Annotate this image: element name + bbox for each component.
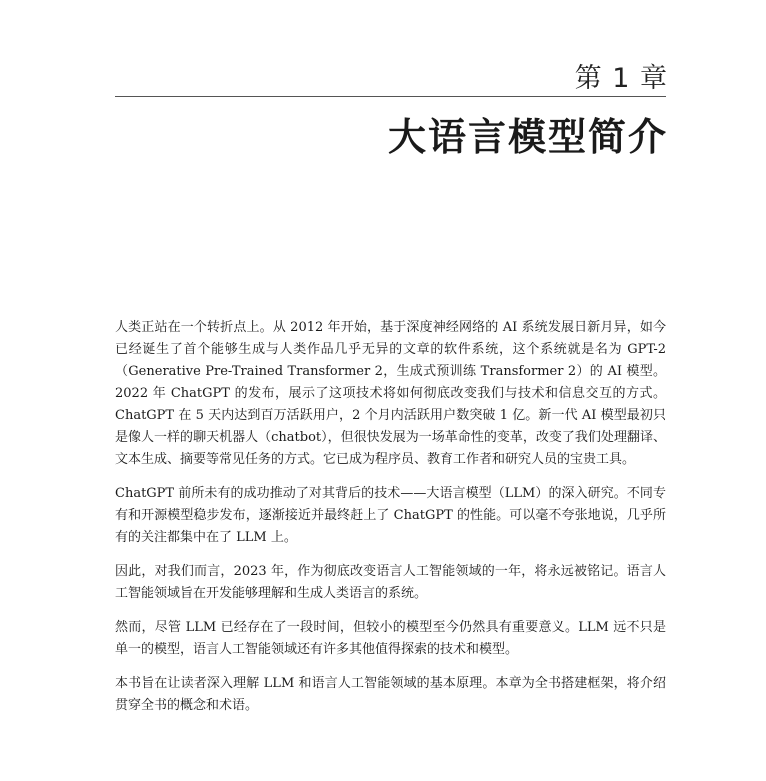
paragraph-3: 因此，对我们而言，2023 年，作为彻底改变语言人工智能领域的一年，将永远被铭记。语言人工智能领域旨在开发能够理解和生成人类语言的系统。 (115, 564, 666, 601)
paragraph-4: 然而，尽管 LLM 已经存在了一段时间，但较小的模型至今仍然具有重要意义。LLM 远不只是单一的模型，语言人工智能领域还有许多其他值得探索的技术和模型。 (115, 620, 666, 657)
chapter-body (115, 317, 666, 729)
chapter-title: 大语言模型简介 (387, 115, 668, 159)
chapter-number: 第 1 章 (574, 63, 668, 94)
chapter-divider (115, 96, 666, 97)
paragraph-2: ChatGPT 前所未有的成功推动了对其背后的技术——大语言模型（LLM）的深入研究。不同专有和开源模型稳步发布，逐渐接近并最终赶上了 ChatGPT 的性能。可以毫不夸张地说，几乎所有的关注都集中在了 LLM 上。 (115, 486, 666, 545)
paragraph-5: 本书旨在让读者深入理解 LLM 和语言人工智能领域的基本原理。本章为全书搭建框架，将介绍贯穿全书的概念和术语。 (115, 676, 666, 713)
paragraph-1: 人类正站在一个转折点上。从 2012 年开始，基于深度神经网络的 AI 系统发展日新月异，如今已经诞生了首个能够生成与人类作品几乎无异的文章的软件系统，这个系统就是名为 GPT-2（Generative Pre-Trained Transformer 2，生成式预训练 Transformer 2）的 AI 模型。2022 年 ChatGPT 的发布，展示了这项技术将如何彻底改变我们与技术和信息交互的方式。ChatGPT 在 5 天内达到百万活跃用户，2 个月内活跃用户数突破 1 亿。新一代 AI 模型最初只是像人一样的聊天机器人（chatbot），但很快发展为一场革命性的变革，改变了我们处理翻译、文本生成、摘要等常见任务的方式。它已成为程序员、教育工作者和研究人员的宝贵工具。 (115, 320, 666, 467)
